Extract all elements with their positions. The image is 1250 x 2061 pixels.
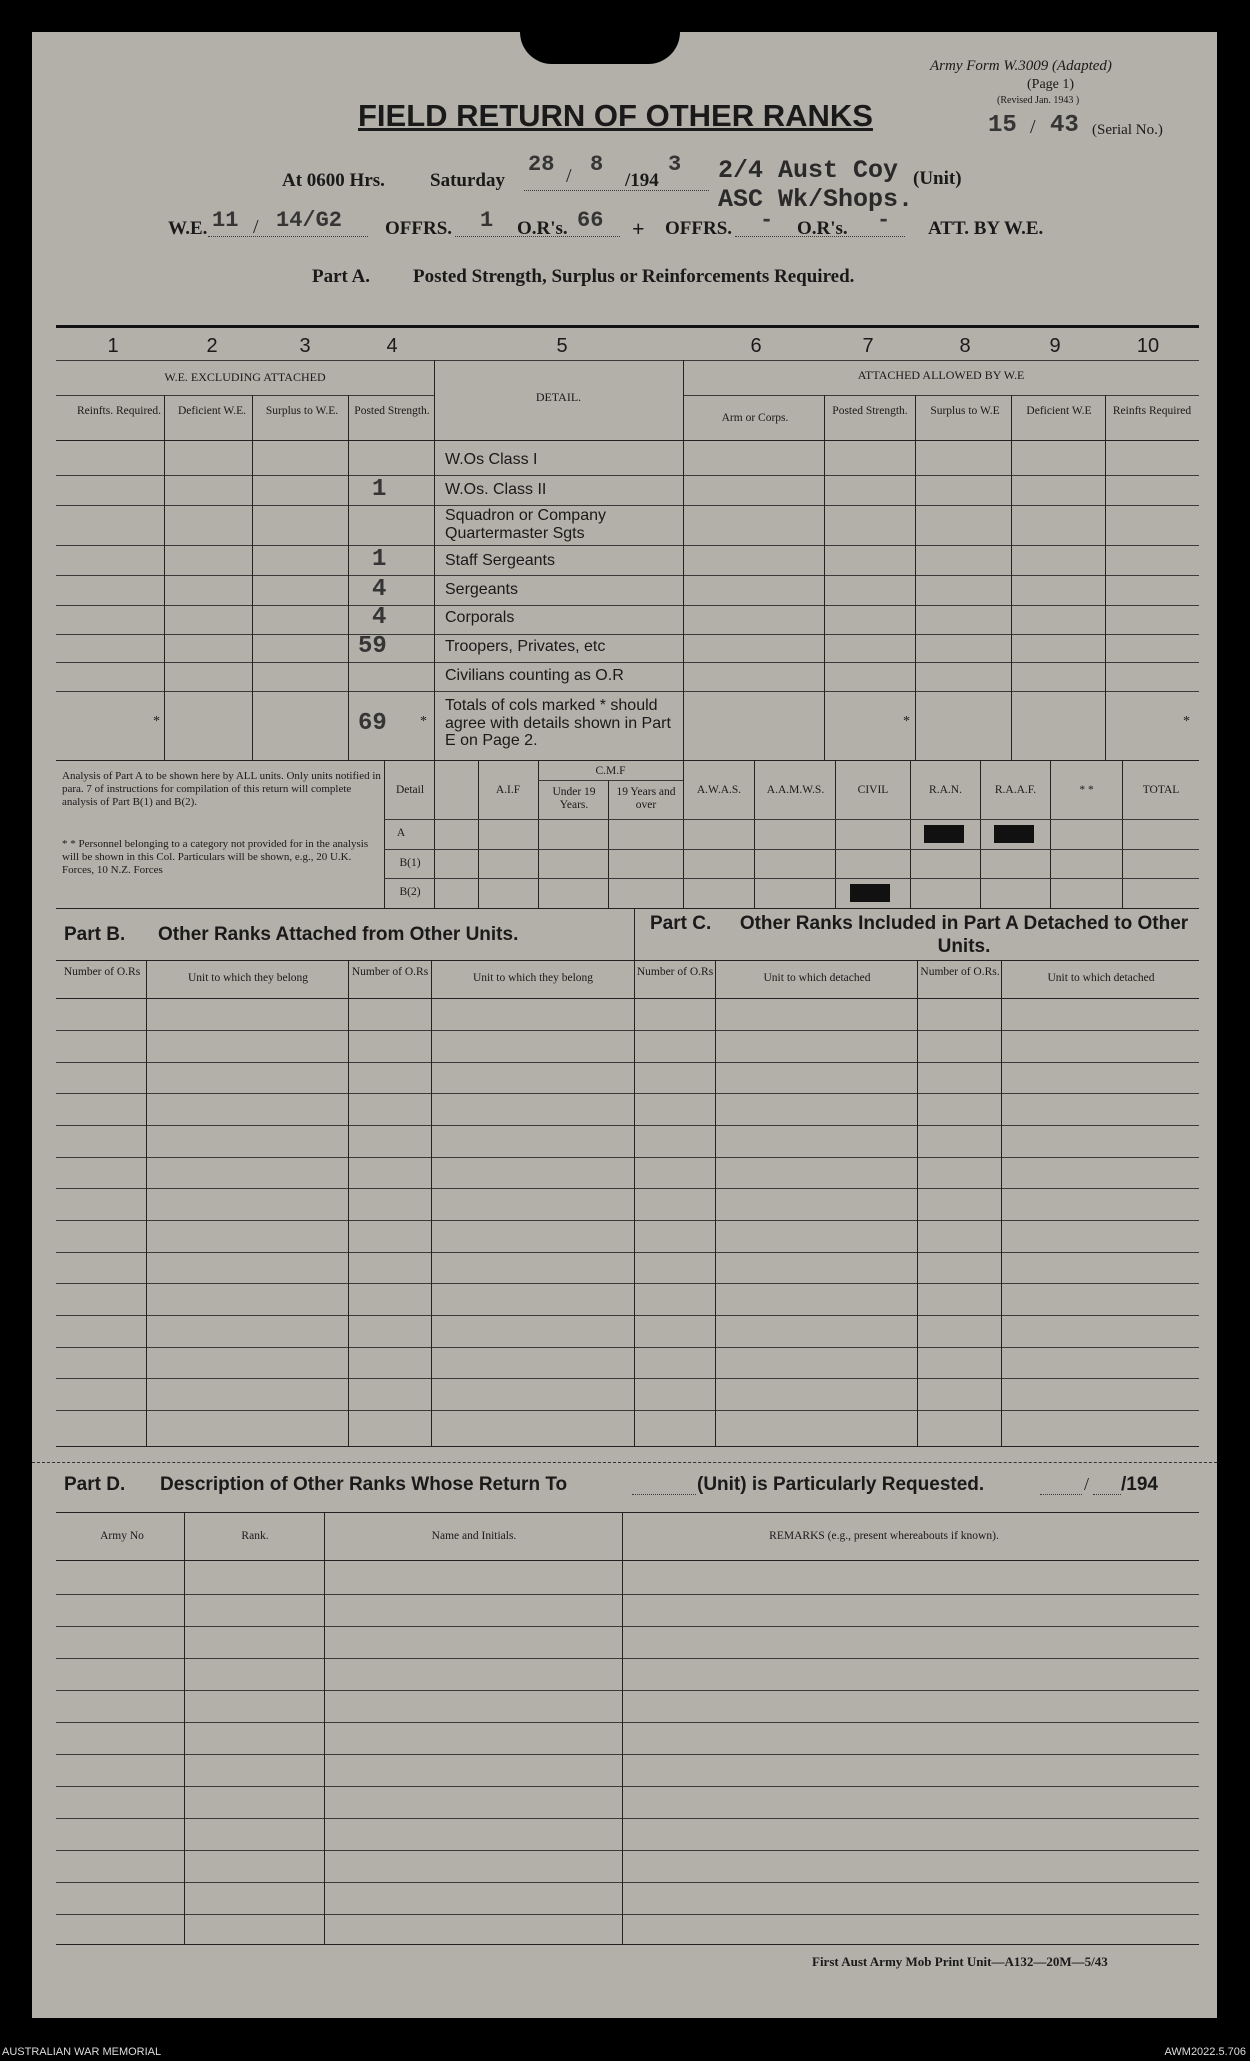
posted-value: 1 — [372, 546, 387, 573]
date-day: 28 — [528, 152, 555, 177]
form-id-line2: (Page 1) — [1027, 77, 1075, 92]
att-label: ATT. BY W.E. — [928, 218, 1044, 239]
rule — [56, 634, 1199, 635]
detail-row: Civilians counting as O.R — [445, 667, 624, 684]
rule — [634, 960, 635, 1446]
rule — [56, 1626, 1199, 1627]
offrs2-label: OFFRS. — [665, 218, 733, 239]
partA-title: Posted Strength, Surplus or Reinforcements Required. — [413, 266, 855, 287]
rule — [56, 1512, 1199, 1513]
col-number: 6 — [750, 335, 762, 357]
analysis-note2: * * Personnel belonging to a category not provided for in the analysis will be shown in this Col. Particulars will be shown, e.g., 20 U.K. Forces, 10 N.Z. Forces — [62, 838, 369, 877]
rule — [56, 1093, 1199, 1094]
rule — [715, 960, 716, 1446]
head-under19: Under 19 Years. — [552, 786, 596, 812]
rule — [56, 1594, 1199, 1595]
rule — [56, 1157, 1199, 1158]
analysis-row-b1: B(1) — [399, 857, 421, 869]
partC-head: Unit to which detached — [1047, 972, 1155, 984]
rule — [56, 475, 1199, 476]
rule — [56, 1062, 1199, 1063]
rule — [1105, 395, 1106, 760]
year-prefix: /194 — [625, 170, 659, 191]
rule — [324, 1512, 325, 1944]
rule — [683, 760, 684, 908]
partB-head: Unit to which they belong — [472, 972, 594, 984]
rule — [384, 849, 1199, 850]
date-underline — [524, 190, 709, 191]
posted-value: 59 — [358, 633, 387, 660]
partD-title-c: /194 — [1121, 1474, 1158, 1495]
offrs-value: 1 — [480, 208, 494, 233]
rule — [56, 325, 1199, 328]
analysis-detail-head: Detail — [395, 784, 425, 796]
rule — [56, 1030, 1199, 1031]
rule — [917, 960, 918, 1446]
cmf-head: C.M.F — [595, 765, 626, 777]
ors-value: 66 — [577, 208, 604, 233]
head-posted2: Posted Strength. — [832, 405, 908, 417]
partD-label: Part D. — [64, 1474, 126, 1495]
rule — [56, 1347, 1199, 1348]
plus-sign: + — [632, 216, 645, 241]
rule — [622, 1512, 623, 1944]
partB-head: Unit to which they belong — [187, 972, 309, 984]
unit-line1: 2/4 Aust Coy — [718, 156, 899, 185]
offrs2-value: - — [760, 208, 774, 233]
redaction-mark — [850, 884, 890, 902]
partD-head: Army No — [100, 1530, 144, 1542]
rule — [348, 960, 349, 1446]
head-civil: CIVIL — [857, 784, 889, 796]
partB-head: Number of O.Rs — [351, 966, 429, 978]
head-deficient: Deficient W.E. — [177, 405, 247, 417]
rule — [478, 760, 479, 908]
star-mark: * — [1183, 714, 1190, 729]
day-label: Saturday — [430, 170, 505, 191]
page-title: FIELD RETURN OF OTHER RANKS — [358, 98, 873, 133]
partD-unit-blank — [632, 1494, 696, 1495]
rule — [56, 691, 1199, 692]
rule — [56, 1220, 1199, 1221]
partC-head: Number of O.Rs — [636, 966, 714, 978]
offrs-underline — [455, 236, 620, 237]
rule — [835, 760, 836, 908]
rule — [1050, 760, 1051, 908]
rule — [56, 1378, 1199, 1379]
star-mark: * — [420, 714, 427, 729]
rule — [56, 1188, 1199, 1189]
partD-date-blank — [1040, 1494, 1082, 1495]
partB-title: Other Ranks Attached from Other Units. — [158, 924, 519, 945]
rule — [252, 395, 253, 760]
partD-head: Rank. — [241, 1530, 269, 1542]
head-surplus2: Surplus to W.E — [930, 405, 1000, 417]
partB-head: Number of O.Rs — [63, 966, 141, 978]
time-label: At 0600 Hrs. — [282, 170, 385, 191]
head-total: TOTAL — [1142, 784, 1180, 796]
rule — [754, 760, 755, 908]
star-mark: * — [903, 714, 910, 729]
redaction-mark — [924, 825, 964, 843]
rule — [56, 1850, 1199, 1851]
col-number: 7 — [862, 335, 874, 357]
footer-right: AWM2022.5.706 — [1164, 2046, 1246, 2058]
detail-row: Troopers, Privates, etc — [445, 638, 606, 655]
posted-value: 4 — [372, 576, 387, 603]
analysis-note1: Analysis of Part A to be shown here by ALL units. Only units notified in para. 7 of instructions for compilation of this return will complete analysis of Part B(1) and B(2). — [62, 770, 381, 809]
ors2-label: O.R's. — [797, 218, 848, 239]
partD-head: REMARKS (e.g., present whereabouts if known). — [769, 1530, 999, 1542]
head-reinfts: Reinfts. Required. — [77, 405, 161, 417]
serial-year: 43 — [1050, 112, 1079, 139]
rule — [56, 1754, 1199, 1755]
serial-label: (Serial No.) — [1092, 122, 1163, 138]
rule — [634, 908, 635, 960]
partC-label: Part C. — [650, 913, 712, 934]
rule — [434, 360, 435, 760]
detail-row: W.Os Class I — [445, 451, 538, 468]
rule — [538, 780, 683, 781]
form-id-line3: (Revised Jan. 1943 ) — [997, 95, 1080, 106]
partD-date-blank — [1093, 1494, 1121, 1495]
unit-line2: ASC Wk/Shops. — [718, 185, 914, 214]
unit-label: (Unit) — [913, 168, 962, 189]
partD-date-sep: / — [1084, 1474, 1090, 1494]
rule — [56, 1818, 1199, 1819]
head-reinfts2: Reinfts Required — [1112, 405, 1192, 417]
rule — [56, 395, 434, 396]
rule — [56, 1283, 1199, 1284]
posted-total: 69 — [358, 710, 387, 737]
form-paper — [32, 32, 1217, 2018]
rule — [56, 1786, 1199, 1787]
rule — [56, 545, 1199, 546]
rule — [56, 605, 1199, 606]
detail-row: Totals of cols marked * should agree with details shown in Part E on Page 2. — [445, 697, 671, 750]
col-number: 8 — [959, 335, 971, 357]
ors2-value: - — [877, 208, 891, 233]
rule — [56, 1446, 1199, 1447]
serial-sep: / — [1030, 116, 1036, 138]
rule — [56, 908, 1199, 909]
partC-head: Number of O.Rs. — [920, 966, 1000, 978]
head-surplus: Surplus to W.E. — [265, 405, 339, 417]
rule — [348, 395, 349, 760]
rule — [164, 395, 165, 760]
col-number: 3 — [299, 335, 311, 357]
rule — [56, 1658, 1199, 1659]
head-deficient2: Deficient W.E — [1026, 405, 1092, 417]
rule — [1001, 960, 1002, 1446]
detail-row: Staff Sergeants — [445, 552, 555, 569]
rule — [384, 819, 1199, 820]
rule — [384, 760, 385, 908]
rule — [434, 760, 435, 908]
partC-head: Unit to which detached — [763, 972, 871, 984]
head-arm: Arm or Corps. — [721, 412, 789, 424]
partD-head: Name and Initials. — [431, 1530, 517, 1542]
rule — [56, 1125, 1199, 1126]
head-19over: 19 Years and over — [616, 786, 676, 812]
head-posted: Posted Strength. — [354, 405, 430, 417]
year-digit: 3 — [668, 152, 682, 177]
col-number: 4 — [386, 335, 398, 357]
rule — [683, 395, 1199, 396]
printer-imprint: First Aust Army Mob Print Unit—A132—20M—5/43 — [812, 1954, 1108, 1969]
posted-value: 4 — [372, 604, 387, 631]
col-number: 2 — [206, 335, 218, 357]
partD-title-b: (Unit) is Particularly Requested. — [697, 1474, 985, 1495]
partB-label: Part B. — [64, 924, 126, 945]
rule — [915, 395, 916, 760]
head-aif: A.I.F — [495, 784, 521, 796]
we-underline — [208, 236, 368, 237]
date-month: 8 — [590, 152, 604, 177]
head-aamws: A.A.M.W.S. — [766, 784, 825, 796]
analysis-row-b2: B(2) — [399, 886, 421, 898]
detail-row: W.Os. Class II — [445, 481, 547, 498]
date-sep: / — [566, 165, 572, 187]
rule — [1122, 760, 1123, 908]
rule — [56, 1252, 1199, 1253]
col-number: 9 — [1049, 335, 1061, 357]
serial-number: 15 — [988, 112, 1017, 139]
rule — [56, 1690, 1199, 1691]
rule — [56, 1882, 1199, 1883]
rule — [683, 360, 684, 760]
rule — [56, 1410, 1199, 1411]
head-other: * * — [1079, 784, 1094, 796]
col-number: 5 — [556, 335, 568, 357]
partD-title-a: Description of Other Ranks Whose Return To — [160, 1474, 568, 1495]
rule — [146, 960, 147, 1446]
rule — [56, 1560, 1199, 1561]
we-label: W.E. — [168, 218, 208, 239]
redaction-mark — [994, 825, 1034, 843]
rule — [56, 505, 1199, 506]
head-ran: R.A.N. — [929, 784, 962, 796]
ors-label: O.R's. — [517, 218, 568, 239]
detail-row: Sergeants — [445, 581, 518, 598]
rule — [608, 780, 609, 908]
footer-left: AUSTRALIAN WAR MEMORIAL — [2, 2046, 162, 2058]
col-number: 10 — [1136, 335, 1160, 357]
rule — [538, 760, 539, 908]
detail-row: Corporals — [445, 609, 515, 626]
rule — [56, 440, 1199, 441]
we-group-head: W.E. EXCLUDING ATTACHED — [164, 370, 326, 384]
star-mark: * — [153, 714, 160, 729]
rule — [56, 360, 1199, 361]
rule — [56, 960, 1199, 961]
col-number: 1 — [107, 335, 119, 357]
partC-title: Other Ranks Included in Part A Detached to Other Units. — [739, 913, 1189, 957]
rule — [56, 760, 1199, 761]
rule — [384, 878, 1199, 879]
torn-corner — [520, 32, 680, 64]
rule — [184, 1512, 185, 1944]
rule — [56, 1914, 1199, 1915]
partA-label: Part A. — [312, 266, 371, 287]
att-group-head: ATTACHED ALLOWED BY W.E — [857, 368, 1025, 382]
detail-row: Squadron or Company Quartermaster Sgts — [445, 507, 606, 542]
rule — [824, 395, 825, 760]
head-awas: A.W.A.S. — [696, 784, 742, 796]
form-id-line1: Army Form W.3009 (Adapted) — [930, 58, 1112, 74]
rule — [980, 760, 981, 908]
offrs2-underline — [735, 236, 905, 237]
offrs-label: OFFRS. — [385, 218, 453, 239]
detail-head: DETAIL. — [535, 390, 582, 404]
perforation-line — [32, 1462, 1217, 1463]
rule — [56, 575, 1199, 576]
we-b: 14/G2 — [276, 208, 343, 233]
posted-value: 1 — [372, 476, 387, 503]
rule — [56, 662, 1199, 663]
rule — [56, 1722, 1199, 1723]
rule — [56, 998, 1199, 999]
rule — [910, 760, 911, 908]
rule — [56, 1944, 1199, 1945]
rule — [431, 960, 432, 1446]
rule — [1011, 395, 1012, 760]
we-sep: / — [253, 216, 259, 238]
head-raaf: R.A.A.F. — [994, 784, 1037, 796]
rule — [56, 1315, 1199, 1316]
analysis-row-a: A — [396, 827, 406, 839]
we-a: 11 — [212, 208, 239, 233]
